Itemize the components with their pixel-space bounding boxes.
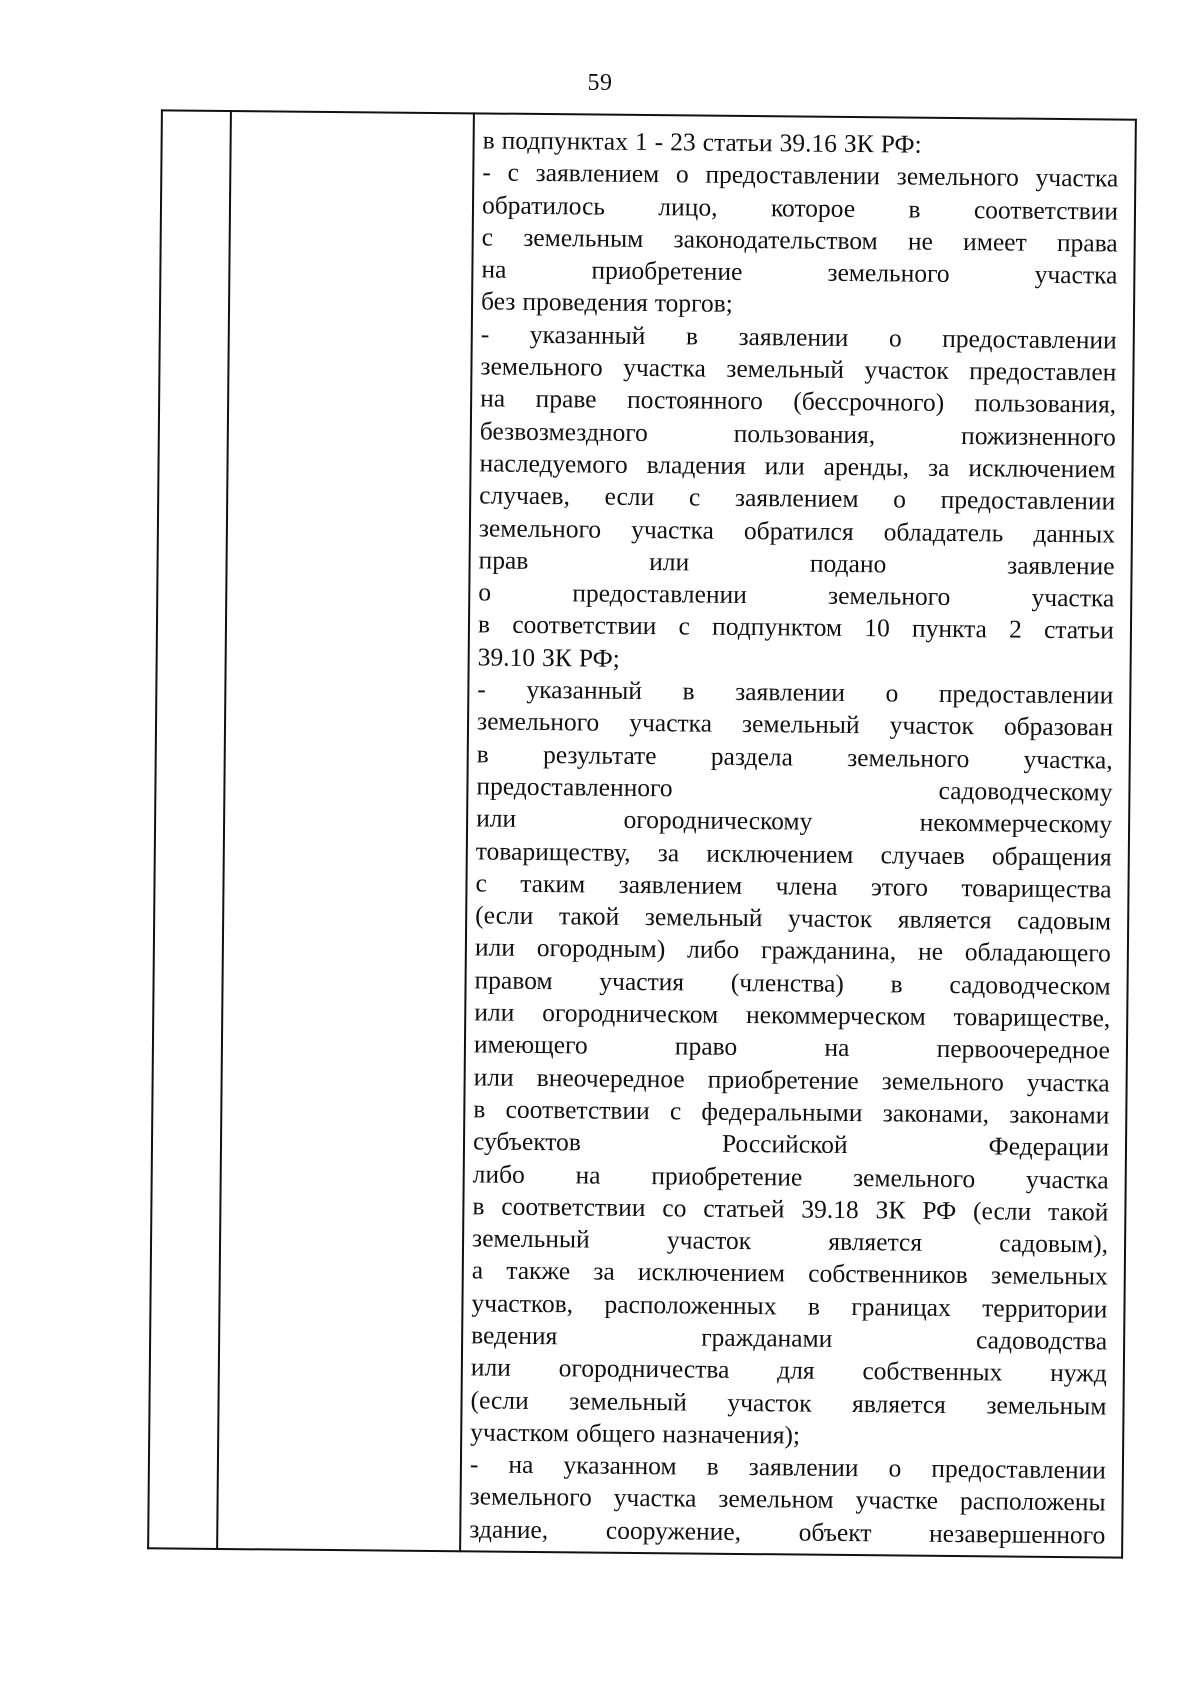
word: ЗК bbox=[875, 1195, 906, 1225]
word: - bbox=[654, 127, 664, 157]
word: земельный bbox=[569, 1385, 688, 1417]
word: исключением bbox=[706, 838, 854, 869]
word: ведения bbox=[471, 1320, 558, 1351]
word: участок bbox=[727, 1387, 812, 1418]
table-border-left bbox=[147, 109, 163, 1549]
word: участка bbox=[613, 1483, 697, 1514]
word: права bbox=[1056, 227, 1118, 258]
text-line bbox=[469, 1513, 1105, 1551]
word: участка bbox=[1026, 1067, 1110, 1098]
word: предоставлении bbox=[938, 678, 1114, 710]
word: участок bbox=[889, 710, 975, 741]
word: первоочередное bbox=[936, 1034, 1111, 1065]
word: случаев bbox=[880, 839, 965, 870]
word: земельного bbox=[852, 1162, 976, 1193]
word: статьей bbox=[703, 1193, 785, 1224]
word: расположенных bbox=[604, 1289, 777, 1320]
word: ЗК bbox=[843, 128, 874, 159]
word: законами bbox=[1009, 1099, 1110, 1130]
word: субъектов bbox=[472, 1126, 582, 1157]
text-line bbox=[471, 1352, 1107, 1390]
word: Федерации bbox=[988, 1131, 1110, 1162]
word: аренды, bbox=[823, 451, 910, 482]
word: о bbox=[893, 484, 907, 514]
word: 39.18 bbox=[801, 1194, 859, 1224]
word: проведения bbox=[522, 287, 648, 318]
text-line bbox=[476, 770, 1112, 808]
word: садовым), bbox=[999, 1228, 1109, 1259]
word: садовым bbox=[1017, 905, 1112, 936]
text-line bbox=[473, 1126, 1109, 1164]
word: Российской bbox=[721, 1128, 848, 1160]
word: законодательством bbox=[673, 224, 878, 256]
word: земельный bbox=[726, 353, 845, 384]
word: приобретение bbox=[651, 1160, 803, 1192]
word: образован bbox=[1003, 711, 1114, 742]
word: товарищества bbox=[961, 872, 1112, 904]
word: - bbox=[482, 157, 491, 187]
word: лицо, bbox=[658, 191, 718, 222]
word: огородническом bbox=[542, 998, 719, 1029]
word: 39.10 bbox=[477, 642, 536, 672]
word: данных bbox=[1033, 518, 1116, 549]
text-line bbox=[478, 609, 1114, 647]
word: участка bbox=[1035, 163, 1119, 193]
word: предоставленного bbox=[476, 771, 673, 803]
word: пожизненного bbox=[961, 420, 1116, 452]
word: является bbox=[852, 1388, 946, 1419]
word: которое bbox=[770, 192, 856, 223]
word: гражданина, bbox=[760, 935, 897, 966]
table-border-right bbox=[1121, 119, 1137, 1559]
word: на bbox=[481, 254, 507, 284]
word: исключением bbox=[637, 1257, 786, 1288]
word: или bbox=[764, 451, 805, 481]
word: в bbox=[706, 1451, 719, 1481]
page-number: 59 bbox=[587, 70, 613, 96]
word: 10 bbox=[864, 613, 890, 643]
word: незавершенного bbox=[928, 1518, 1106, 1550]
word: если bbox=[604, 481, 655, 512]
word: приобретение bbox=[707, 1064, 859, 1095]
word: торгов; bbox=[654, 288, 733, 319]
word: земельный bbox=[741, 709, 860, 740]
word: со bbox=[662, 1193, 687, 1223]
word: общего bbox=[575, 1418, 656, 1449]
word: РФ: bbox=[880, 129, 922, 159]
word: результате bbox=[542, 739, 657, 770]
word: земельного bbox=[478, 512, 602, 544]
word: обратился bbox=[743, 515, 854, 546]
word: соответствии bbox=[512, 610, 657, 641]
word: является bbox=[897, 904, 992, 935]
word: объект bbox=[798, 1517, 872, 1547]
word: на bbox=[824, 1033, 850, 1063]
word: заявлением bbox=[535, 158, 660, 189]
word: такой bbox=[1047, 1196, 1109, 1227]
word: раздела bbox=[710, 741, 794, 772]
word: либо bbox=[472, 1158, 525, 1189]
word: огородническому bbox=[623, 805, 813, 836]
word: участок bbox=[864, 355, 949, 385]
word: земельного bbox=[827, 257, 950, 289]
word: территории bbox=[982, 1292, 1108, 1324]
word: постоянного bbox=[626, 385, 763, 416]
word: федеральными bbox=[701, 1096, 863, 1128]
word: с bbox=[678, 611, 691, 641]
word: не bbox=[907, 226, 934, 256]
word: некоммерческому bbox=[919, 807, 1113, 839]
word: указанном bbox=[563, 1450, 677, 1481]
word: подпунктах bbox=[501, 125, 629, 156]
word: либо bbox=[686, 934, 740, 965]
word: огородничества bbox=[558, 1353, 730, 1385]
word: прав bbox=[478, 545, 529, 575]
word: в bbox=[472, 1191, 485, 1221]
word: предоставлении bbox=[705, 159, 881, 191]
word: заявлении bbox=[735, 676, 846, 707]
word: заявлении bbox=[748, 1452, 859, 1483]
word: земельного bbox=[469, 1481, 592, 1513]
word: участка bbox=[623, 352, 706, 383]
word: за bbox=[593, 1256, 615, 1287]
word: с bbox=[481, 222, 494, 252]
text-line bbox=[469, 1481, 1105, 1519]
word: случаев, bbox=[479, 480, 571, 511]
word: не bbox=[917, 937, 944, 967]
text-line bbox=[479, 447, 1115, 485]
word: такой bbox=[558, 901, 620, 931]
word: - bbox=[477, 674, 487, 704]
word: границах bbox=[851, 1291, 951, 1322]
document-table bbox=[147, 109, 1137, 1558]
table-border-top bbox=[161, 109, 1137, 120]
word: заявлением bbox=[618, 869, 743, 900]
word: земельного bbox=[480, 351, 603, 382]
word: назначения); bbox=[662, 1419, 801, 1450]
word: земельного bbox=[476, 706, 600, 737]
word: участок bbox=[666, 1225, 752, 1256]
word: приобретение bbox=[591, 255, 743, 287]
word: в bbox=[890, 969, 903, 999]
word: земельных bbox=[990, 1260, 1108, 1291]
word: участка bbox=[1034, 259, 1118, 290]
word: праве bbox=[535, 384, 597, 414]
word: пункта bbox=[911, 614, 988, 644]
word: члена bbox=[775, 871, 838, 901]
word: участка bbox=[631, 514, 715, 545]
word: о bbox=[478, 577, 492, 607]
word: участком bbox=[470, 1417, 570, 1448]
word: собственных bbox=[862, 1356, 1003, 1387]
word: садоводства bbox=[975, 1325, 1108, 1356]
word: ЗК bbox=[541, 642, 573, 673]
word: предоставлении bbox=[942, 323, 1117, 355]
word: (если bbox=[475, 900, 534, 931]
word: в bbox=[477, 609, 491, 639]
word: земельного bbox=[847, 742, 970, 773]
word: или bbox=[649, 546, 690, 577]
word: с bbox=[475, 868, 487, 898]
word: заявлением bbox=[734, 483, 859, 514]
word: за bbox=[927, 452, 950, 482]
word: обратилось bbox=[481, 190, 606, 221]
word: с bbox=[688, 482, 701, 512]
word: таким bbox=[520, 868, 586, 899]
word: (если bbox=[972, 1195, 1032, 1226]
word: на bbox=[575, 1159, 601, 1190]
word: обладатель bbox=[883, 516, 1004, 548]
word: земельном bbox=[718, 1484, 834, 1515]
word: 2 bbox=[1008, 614, 1022, 645]
word: в bbox=[473, 1094, 486, 1124]
word: внеочередное bbox=[536, 1062, 685, 1094]
word: предоставлении bbox=[940, 485, 1116, 516]
word: обладающего bbox=[964, 937, 1111, 968]
word: - bbox=[480, 319, 490, 349]
word: участка bbox=[1025, 1164, 1109, 1194]
word: земельным bbox=[986, 1389, 1107, 1421]
word: также bbox=[506, 1256, 571, 1286]
word: РФ; bbox=[578, 643, 620, 673]
word: наследуемого bbox=[479, 448, 628, 479]
word: указанный bbox=[526, 674, 643, 706]
word: подпунктом bbox=[711, 612, 843, 643]
column-divider-1 bbox=[216, 110, 231, 1550]
word: соответствии bbox=[973, 194, 1119, 226]
word: за bbox=[657, 837, 680, 867]
word: предоставлении bbox=[572, 578, 747, 610]
word: подано bbox=[809, 548, 887, 579]
word: или bbox=[474, 932, 516, 963]
word: предоставлении bbox=[931, 1453, 1106, 1485]
word: безвозмездного bbox=[479, 416, 648, 447]
word: (членства) bbox=[730, 967, 844, 998]
word: участков, bbox=[471, 1288, 574, 1319]
word: земельный bbox=[471, 1223, 590, 1254]
word: или bbox=[470, 1352, 512, 1383]
word: указанный bbox=[529, 319, 646, 350]
word: обращения bbox=[991, 840, 1112, 872]
word: некоммерческом bbox=[745, 1000, 926, 1031]
word: 1 bbox=[634, 126, 648, 157]
word: для bbox=[777, 1355, 815, 1385]
word: 39.16 bbox=[779, 128, 838, 158]
word: предоставлен bbox=[969, 356, 1117, 387]
word: имеет bbox=[963, 226, 1027, 257]
word: участка, bbox=[1023, 744, 1113, 775]
word: или bbox=[476, 803, 517, 834]
word: соответствии bbox=[501, 1191, 646, 1222]
word: о bbox=[888, 1453, 902, 1483]
word: сооружение, bbox=[605, 1515, 742, 1546]
word: собственников bbox=[808, 1259, 968, 1290]
word: здание, bbox=[469, 1514, 549, 1544]
word: расположены bbox=[959, 1486, 1106, 1517]
word: статьи bbox=[702, 127, 773, 158]
word: владения bbox=[646, 449, 746, 480]
word: 23 bbox=[670, 127, 696, 157]
word: садоводческом bbox=[949, 969, 1111, 1001]
table-cell-text bbox=[469, 124, 1119, 1551]
text-line bbox=[479, 512, 1115, 550]
word: с bbox=[669, 1096, 682, 1126]
word: на bbox=[508, 1449, 534, 1480]
word: - bbox=[469, 1449, 479, 1479]
word: или bbox=[474, 997, 515, 1027]
word: в bbox=[807, 1291, 821, 1321]
word: РФ bbox=[922, 1195, 957, 1225]
word: этого bbox=[870, 872, 929, 902]
word: гражданами bbox=[701, 1322, 833, 1353]
word: без bbox=[480, 286, 516, 317]
word: о bbox=[888, 323, 902, 353]
word: исключением bbox=[968, 453, 1116, 484]
word: участке bbox=[855, 1485, 939, 1516]
word: (если bbox=[470, 1384, 529, 1415]
word: является bbox=[828, 1226, 923, 1257]
word: земельного bbox=[827, 580, 951, 612]
word: нужд bbox=[1050, 1358, 1107, 1388]
word: участок bbox=[787, 903, 873, 934]
word: в bbox=[908, 194, 921, 224]
word: заявлении bbox=[738, 321, 849, 352]
word: (бессрочного) bbox=[793, 386, 945, 418]
word: земельного bbox=[896, 161, 1020, 192]
word: земельного bbox=[881, 1065, 1005, 1097]
word: в bbox=[476, 739, 489, 769]
word: или bbox=[473, 1062, 514, 1092]
word: пользования, bbox=[974, 388, 1117, 419]
word: земельным bbox=[523, 222, 644, 253]
word: имеющего bbox=[473, 1029, 588, 1060]
word: право bbox=[674, 1031, 738, 1062]
text-line bbox=[475, 932, 1111, 970]
word: о bbox=[885, 678, 899, 708]
word: с bbox=[507, 157, 520, 188]
word: товариществу, bbox=[475, 835, 631, 867]
word: участка bbox=[1031, 582, 1115, 613]
text-line bbox=[482, 221, 1118, 259]
word: в bbox=[685, 321, 699, 351]
word: законами, bbox=[882, 1098, 990, 1129]
word: о bbox=[675, 159, 689, 189]
word: соответствии bbox=[505, 1094, 650, 1125]
text-line bbox=[471, 1287, 1107, 1325]
word: на bbox=[480, 383, 506, 414]
word: правом bbox=[474, 965, 553, 995]
word: а bbox=[471, 1255, 484, 1285]
word: огородным) bbox=[536, 933, 666, 964]
word: в bbox=[682, 676, 695, 706]
word: товариществе, bbox=[953, 1002, 1111, 1033]
word: участка bbox=[629, 708, 713, 739]
word: участия bbox=[599, 966, 685, 997]
word: статьи bbox=[1043, 615, 1115, 645]
word: пользования, bbox=[733, 418, 876, 449]
word: в bbox=[482, 125, 495, 155]
word: земельный bbox=[644, 902, 763, 933]
word: садоводческому bbox=[938, 775, 1113, 807]
word: заявление bbox=[1006, 550, 1115, 581]
